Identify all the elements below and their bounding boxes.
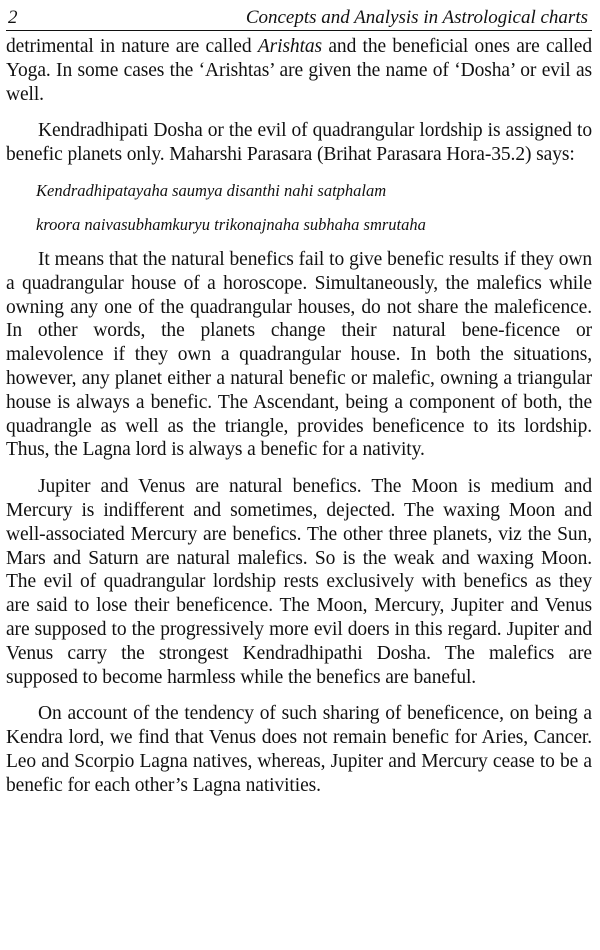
paragraph-1-text-c: and the beneficial ones are called Yoga. In some cases the ‘Arishtas’ are given the name of ‘Dosha’ or evil as well. xyxy=(6,36,592,105)
paragraph-1-text-a: detrimental in nature are called xyxy=(6,36,258,57)
paragraph-3: It means that the natural benefics fail to give benefic results if they own a quadrangular house of a horoscope. Simultaneously, the malefics while owning any one of the quadrangular houses, do not share the maleficence. In other words, the planets change their natural bene-ficence or malevolence if they own a quadrangular house. In both the situations, however, any planet either a natural benefic or malefic, owning a triangular house is always a benefic. The Ascendant, being a component of both, the quadrangle as well as the triangle, provides beneficence to its lordship. Thus, the Lagna lord is always a benefic for a nativity. xyxy=(6,248,592,461)
running-title: Concepts and Analysis in Astrological charts xyxy=(245,7,588,28)
paragraph-2: Kendradhipati Dosha or the evil of quadrangular lordship is assigned to benefic planets only. Maharshi Parasara (Brihat Parasara Hora-35.2) says: xyxy=(6,120,592,166)
running-header xyxy=(6,0,592,31)
verse-line-1: Kendradhipatayaha saumya disanthi nahi satphalam xyxy=(36,180,387,200)
paragraph-5: On account of the tendency of such sharing of beneficence, on being a Kendra lord, we find that Venus does not remain benefic for Aries, Cancer. Leo and Scorpio Lagna natives, whereas, Jupiter and Mercury cease to be a benefic for each other’s Lagna nativities. xyxy=(6,703,592,796)
page-number: 2 xyxy=(8,7,18,28)
paragraph-1 xyxy=(6,35,592,106)
paragraph-1-italic-term: Arishtas xyxy=(257,36,323,57)
paragraph-4: Jupiter and Venus are natural benefics. The Moon is medium and Mercury is indifferent and sometimes, dejected. The waxing Moon and well-associated Mercury are benefics. The other three planets, viz the Sun, Mars and Saturn are natural malefics. So is the weak and waxing Moon. The evil of quadrangular lordship rests exclusively with benefics as they are said to lose their beneficence. The Moon, Mercury, Jupiter and Venus are supposed to the progressively more evil doers in this regard. Jupiter and Venus carry the strongest Kendradhipathi Dosha. The malefics are supposed to become harmless while the benefics are baneful. xyxy=(6,476,592,688)
verse-line-2: kroora naivasubhamkuryu trikonajnaha subhaha smrutaha xyxy=(36,214,426,234)
sanskrit-verse xyxy=(6,180,592,236)
